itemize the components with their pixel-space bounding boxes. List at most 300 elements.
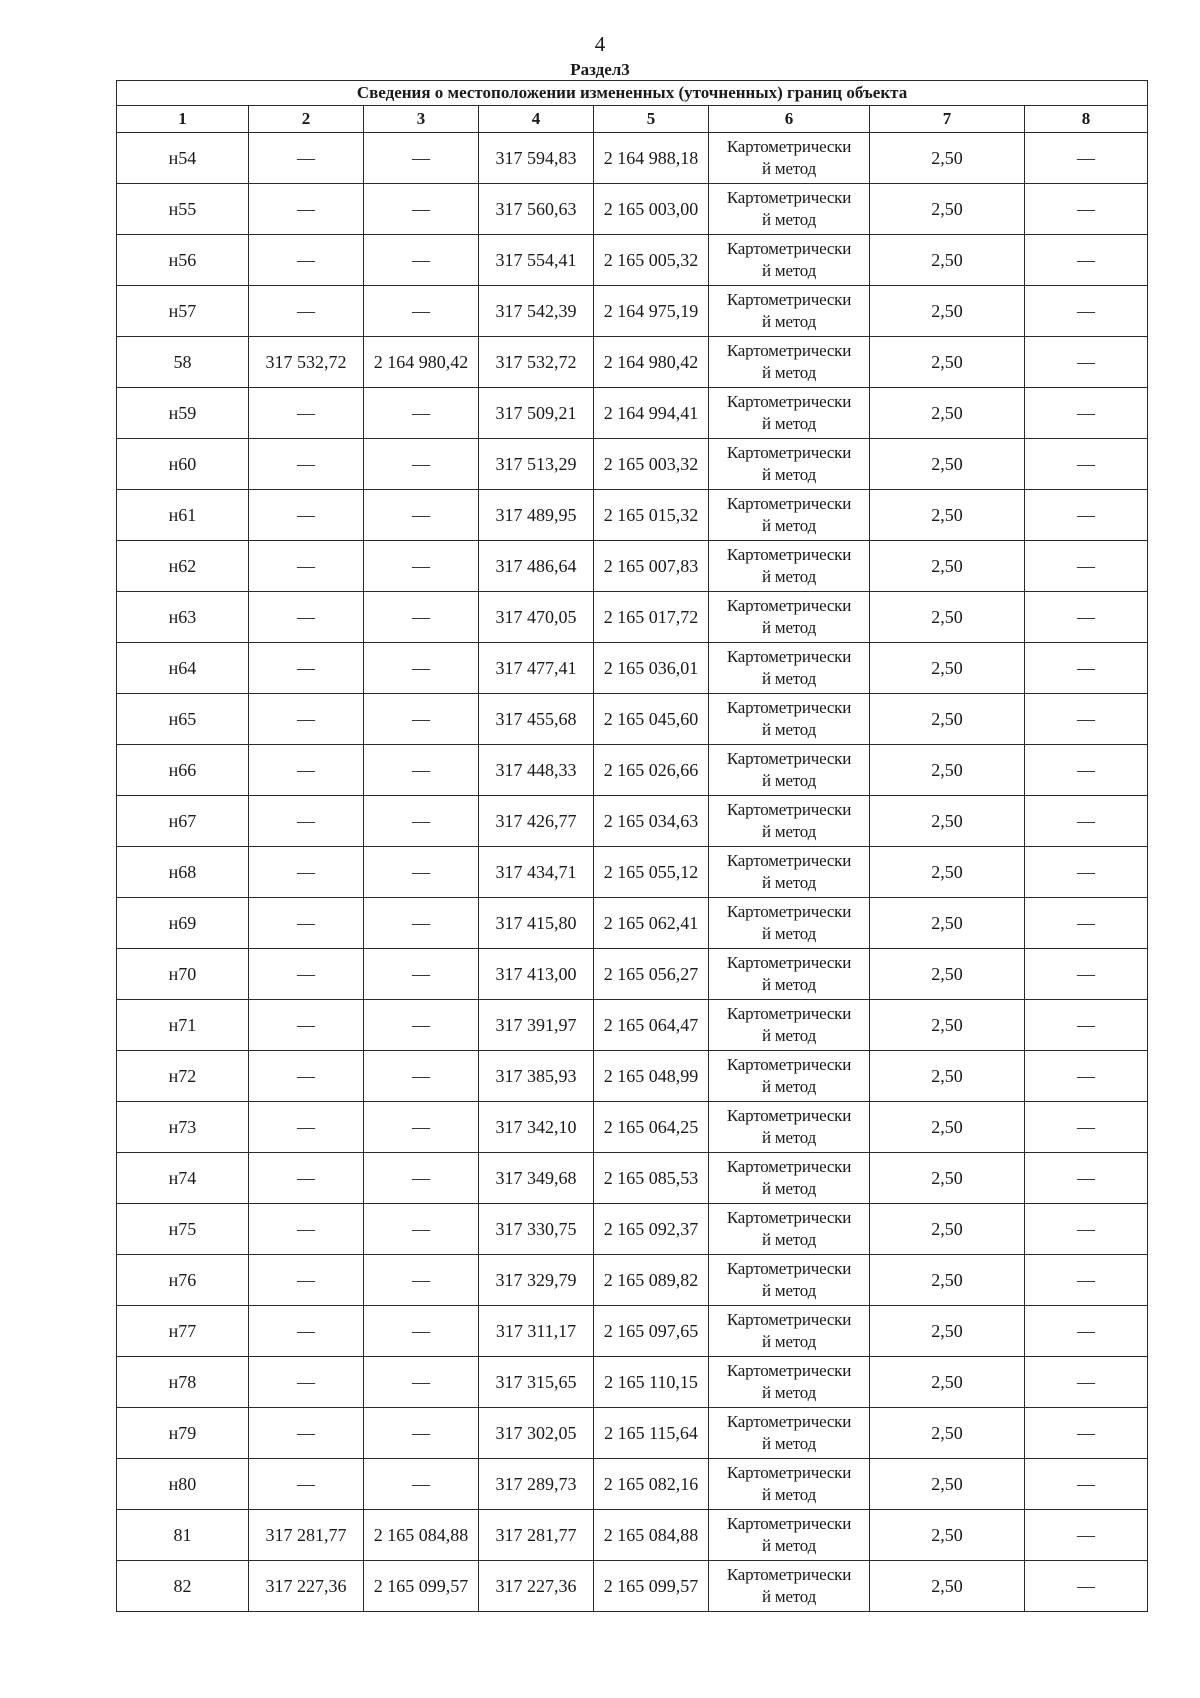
description-cell: —	[1025, 745, 1148, 796]
table-row	[117, 898, 1148, 949]
new-y-cell: 2 165 007,83	[594, 541, 709, 592]
method-line-1: Картометрически	[726, 1310, 852, 1329]
description-cell: —	[1025, 1000, 1148, 1051]
accuracy-cell: 2,50	[870, 1459, 1025, 1510]
new-x-cell: 317 477,41	[479, 643, 594, 694]
method-line-2: й метод	[761, 1332, 817, 1351]
method-line-1: Картометрически	[726, 953, 852, 972]
method-line-1: Картометрически	[726, 647, 852, 666]
new-y-cell: 2 164 994,41	[594, 388, 709, 439]
new-x-cell: 317 489,95	[479, 490, 594, 541]
old-y-cell: —	[364, 1408, 479, 1459]
table-row	[117, 1408, 1148, 1459]
description-cell: —	[1025, 337, 1148, 388]
point-id-cell: н66	[117, 745, 249, 796]
new-x-cell: 317 391,97	[479, 1000, 594, 1051]
method-cell	[709, 133, 870, 184]
point-id-cell: н78	[117, 1357, 249, 1408]
new-y-cell: 2 165 064,25	[594, 1102, 709, 1153]
new-y-cell: 2 165 085,53	[594, 1153, 709, 1204]
method-line-2: й метод	[761, 261, 817, 280]
accuracy-cell: 2,50	[870, 592, 1025, 643]
accuracy-cell: 2,50	[870, 490, 1025, 541]
point-id-cell: н74	[117, 1153, 249, 1204]
old-x-cell: —	[249, 949, 364, 1000]
new-x-cell: 317 227,36	[479, 1561, 594, 1612]
point-id-cell: н63	[117, 592, 249, 643]
new-y-cell: 2 165 084,88	[594, 1510, 709, 1561]
point-id-cell: н57	[117, 286, 249, 337]
method-line-1: Картометрически	[726, 1004, 852, 1023]
point-id-cell: н68	[117, 847, 249, 898]
method-cell	[709, 286, 870, 337]
table-caption: Сведения о местоположении измененных (уточненных) границ объекта	[117, 81, 1148, 106]
table-row	[117, 541, 1148, 592]
old-x-cell: —	[249, 592, 364, 643]
description-cell: —	[1025, 388, 1148, 439]
old-x-cell: —	[249, 439, 364, 490]
point-id-cell: н73	[117, 1102, 249, 1153]
table-row	[117, 439, 1148, 490]
table-row	[117, 490, 1148, 541]
method-cell	[709, 847, 870, 898]
method-cell	[709, 1357, 870, 1408]
old-y-cell: —	[364, 286, 479, 337]
accuracy-cell: 2,50	[870, 796, 1025, 847]
point-id-cell: н60	[117, 439, 249, 490]
old-x-cell: —	[249, 1051, 364, 1102]
old-x-cell: 317 227,36	[249, 1561, 364, 1612]
column-number: 5	[594, 106, 709, 133]
method-line-2: й метод	[761, 1383, 817, 1402]
description-cell: —	[1025, 1051, 1148, 1102]
new-y-cell: 2 165 003,32	[594, 439, 709, 490]
new-y-cell: 2 165 062,41	[594, 898, 709, 949]
accuracy-cell: 2,50	[870, 1204, 1025, 1255]
method-line-1: Картометрически	[726, 851, 852, 870]
column-number: 6	[709, 106, 870, 133]
table-row	[117, 745, 1148, 796]
accuracy-cell: 2,50	[870, 949, 1025, 1000]
method-line-2: й метод	[761, 210, 817, 229]
description-cell: —	[1025, 184, 1148, 235]
new-y-cell: 2 165 110,15	[594, 1357, 709, 1408]
description-cell: —	[1025, 1204, 1148, 1255]
old-y-cell: —	[364, 439, 479, 490]
method-cell	[709, 439, 870, 490]
new-x-cell: 317 554,41	[479, 235, 594, 286]
method-line-2: й метод	[761, 363, 817, 382]
point-id-cell: н54	[117, 133, 249, 184]
table-row	[117, 643, 1148, 694]
old-x-cell: —	[249, 286, 364, 337]
accuracy-cell: 2,50	[870, 1357, 1025, 1408]
new-x-cell: 317 385,93	[479, 1051, 594, 1102]
old-x-cell: —	[249, 388, 364, 439]
page-number: 4	[594, 32, 606, 56]
method-cell	[709, 1561, 870, 1612]
new-x-cell: 317 349,68	[479, 1153, 594, 1204]
new-y-cell: 2 165 097,65	[594, 1306, 709, 1357]
description-cell: —	[1025, 898, 1148, 949]
point-id-cell: н61	[117, 490, 249, 541]
table-row	[117, 1306, 1148, 1357]
old-y-cell: —	[364, 1459, 479, 1510]
point-id-cell: н72	[117, 1051, 249, 1102]
old-y-cell: —	[364, 1306, 479, 1357]
table-row	[117, 184, 1148, 235]
accuracy-cell: 2,50	[870, 1102, 1025, 1153]
method-cell	[709, 1051, 870, 1102]
method-cell	[709, 592, 870, 643]
description-cell: —	[1025, 439, 1148, 490]
method-line-2: й метод	[761, 414, 817, 433]
column-number: 3	[364, 106, 479, 133]
method-line-1: Картометрически	[726, 749, 852, 768]
new-y-cell: 2 165 064,47	[594, 1000, 709, 1051]
table-row	[117, 286, 1148, 337]
method-cell	[709, 1102, 870, 1153]
description-cell: —	[1025, 490, 1148, 541]
new-y-cell: 2 165 026,66	[594, 745, 709, 796]
point-id-cell: н69	[117, 898, 249, 949]
old-y-cell: —	[364, 1051, 479, 1102]
method-cell	[709, 694, 870, 745]
table-row	[117, 1255, 1148, 1306]
method-line-2: й метод	[761, 1179, 817, 1198]
new-x-cell: 317 415,80	[479, 898, 594, 949]
method-cell	[709, 235, 870, 286]
new-x-cell: 317 448,33	[479, 745, 594, 796]
method-cell	[709, 1306, 870, 1357]
method-cell	[709, 745, 870, 796]
method-line-2: й метод	[761, 465, 817, 484]
table-row	[117, 1051, 1148, 1102]
description-cell: —	[1025, 694, 1148, 745]
description-cell: —	[1025, 643, 1148, 694]
description-cell: —	[1025, 949, 1148, 1000]
table-row	[117, 796, 1148, 847]
old-y-cell: —	[364, 898, 479, 949]
description-cell: —	[1025, 1561, 1148, 1612]
old-y-cell: —	[364, 1102, 479, 1153]
old-y-cell: —	[364, 1357, 479, 1408]
method-line-1: Картометрически	[726, 1208, 852, 1227]
method-line-2: й метод	[761, 1281, 817, 1300]
table-row	[117, 694, 1148, 745]
point-id-cell: н62	[117, 541, 249, 592]
new-x-cell: 317 330,75	[479, 1204, 594, 1255]
new-x-cell: 317 426,77	[479, 796, 594, 847]
point-id-cell: н64	[117, 643, 249, 694]
description-cell: —	[1025, 235, 1148, 286]
point-id-cell: н79	[117, 1408, 249, 1459]
old-y-cell: —	[364, 133, 479, 184]
accuracy-cell: 2,50	[870, 694, 1025, 745]
old-y-cell: —	[364, 745, 479, 796]
new-x-cell: 317 315,65	[479, 1357, 594, 1408]
accuracy-cell: 2,50	[870, 745, 1025, 796]
old-y-cell: —	[364, 1153, 479, 1204]
point-id-cell: н65	[117, 694, 249, 745]
column-number: 8	[1025, 106, 1148, 133]
method-line-2: й метод	[761, 618, 817, 637]
new-y-cell: 2 165 089,82	[594, 1255, 709, 1306]
point-id-cell: н71	[117, 1000, 249, 1051]
new-x-cell: 317 455,68	[479, 694, 594, 745]
description-cell: —	[1025, 1408, 1148, 1459]
method-line-2: й метод	[761, 567, 817, 586]
new-x-cell: 317 413,00	[479, 949, 594, 1000]
method-cell	[709, 949, 870, 1000]
point-id-cell: н75	[117, 1204, 249, 1255]
old-x-cell: —	[249, 184, 364, 235]
old-y-cell: 2 165 084,88	[364, 1510, 479, 1561]
new-y-cell: 2 165 045,60	[594, 694, 709, 745]
old-x-cell: —	[249, 541, 364, 592]
new-y-cell: 2 164 975,19	[594, 286, 709, 337]
method-line-2: й метод	[761, 720, 817, 739]
column-number-row	[117, 106, 1148, 133]
method-line-1: Картометрически	[726, 341, 852, 360]
old-y-cell: 2 164 980,42	[364, 337, 479, 388]
new-y-cell: 2 165 017,72	[594, 592, 709, 643]
old-x-cell: —	[249, 1153, 364, 1204]
new-y-cell: 2 165 005,32	[594, 235, 709, 286]
old-x-cell: —	[249, 796, 364, 847]
method-cell	[709, 898, 870, 949]
description-cell: —	[1025, 541, 1148, 592]
table-row	[117, 1153, 1148, 1204]
table-row	[117, 235, 1148, 286]
old-x-cell: —	[249, 235, 364, 286]
description-cell: —	[1025, 1153, 1148, 1204]
old-y-cell: —	[364, 235, 479, 286]
old-x-cell: —	[249, 898, 364, 949]
accuracy-cell: 2,50	[870, 1255, 1025, 1306]
method-line-2: й метод	[761, 312, 817, 331]
accuracy-cell: 2,50	[870, 286, 1025, 337]
method-line-2: й метод	[761, 1128, 817, 1147]
table-row	[117, 1561, 1148, 1612]
column-number: 2	[249, 106, 364, 133]
new-x-cell: 317 281,77	[479, 1510, 594, 1561]
old-y-cell: —	[364, 694, 479, 745]
method-line-1: Картометрически	[726, 1412, 852, 1431]
accuracy-cell: 2,50	[870, 337, 1025, 388]
table-row	[117, 1510, 1148, 1561]
method-line-2: й метод	[761, 1026, 817, 1045]
accuracy-cell: 2,50	[870, 541, 1025, 592]
old-y-cell: —	[364, 388, 479, 439]
accuracy-cell: 2,50	[870, 235, 1025, 286]
accuracy-cell: 2,50	[870, 1561, 1025, 1612]
accuracy-cell: 2,50	[870, 1306, 1025, 1357]
accuracy-cell: 2,50	[870, 1000, 1025, 1051]
table-row	[117, 1102, 1148, 1153]
new-y-cell: 2 165 082,16	[594, 1459, 709, 1510]
accuracy-cell: 2,50	[870, 133, 1025, 184]
description-cell: —	[1025, 286, 1148, 337]
old-x-cell: —	[249, 133, 364, 184]
method-line-2: й метод	[761, 1434, 817, 1453]
point-id-cell: н56	[117, 235, 249, 286]
method-line-1: Картометрически	[726, 1055, 852, 1074]
description-cell: —	[1025, 1102, 1148, 1153]
old-x-cell: —	[249, 1306, 364, 1357]
old-x-cell: —	[249, 694, 364, 745]
accuracy-cell: 2,50	[870, 184, 1025, 235]
method-line-1: Картометрически	[726, 1361, 852, 1380]
new-x-cell: 317 532,72	[479, 337, 594, 388]
table-row	[117, 337, 1148, 388]
method-cell	[709, 1153, 870, 1204]
new-y-cell: 2 164 988,18	[594, 133, 709, 184]
description-cell: —	[1025, 1306, 1148, 1357]
method-line-1: Картометрически	[726, 1157, 852, 1176]
method-cell	[709, 643, 870, 694]
old-y-cell: 2 165 099,57	[364, 1561, 479, 1612]
old-x-cell: —	[249, 1408, 364, 1459]
method-cell	[709, 490, 870, 541]
accuracy-cell: 2,50	[870, 1408, 1025, 1459]
new-y-cell: 2 165 015,32	[594, 490, 709, 541]
method-line-2: й метод	[761, 1077, 817, 1096]
new-x-cell: 317 470,05	[479, 592, 594, 643]
description-cell: —	[1025, 1459, 1148, 1510]
point-id-cell: н80	[117, 1459, 249, 1510]
accuracy-cell: 2,50	[870, 847, 1025, 898]
method-line-2: й метод	[761, 516, 817, 535]
description-cell: —	[1025, 592, 1148, 643]
new-y-cell: 2 164 980,42	[594, 337, 709, 388]
method-line-2: й метод	[761, 159, 817, 178]
method-cell	[709, 388, 870, 439]
old-x-cell: —	[249, 1204, 364, 1255]
method-line-2: й метод	[761, 822, 817, 841]
description-cell: —	[1025, 1357, 1148, 1408]
description-cell: —	[1025, 796, 1148, 847]
method-cell	[709, 184, 870, 235]
new-y-cell: 2 165 055,12	[594, 847, 709, 898]
point-id-cell: н77	[117, 1306, 249, 1357]
old-x-cell: —	[249, 1357, 364, 1408]
old-y-cell: —	[364, 490, 479, 541]
method-line-2: й метод	[761, 669, 817, 688]
method-line-1: Картометрически	[726, 1463, 852, 1482]
old-x-cell: —	[249, 1459, 364, 1510]
point-id-cell: н76	[117, 1255, 249, 1306]
new-x-cell: 317 594,83	[479, 133, 594, 184]
old-y-cell: —	[364, 1000, 479, 1051]
new-x-cell: 317 542,39	[479, 286, 594, 337]
method-line-1: Картометрически	[726, 545, 852, 564]
column-number: 4	[479, 106, 594, 133]
old-x-cell: 317 532,72	[249, 337, 364, 388]
table-row	[117, 1000, 1148, 1051]
method-line-1: Картометрически	[726, 494, 852, 513]
method-line-1: Картометрически	[726, 137, 852, 156]
new-y-cell: 2 165 056,27	[594, 949, 709, 1000]
method-line-2: й метод	[761, 975, 817, 994]
method-line-1: Картометрически	[726, 188, 852, 207]
table-row	[117, 388, 1148, 439]
old-x-cell: —	[249, 490, 364, 541]
method-cell	[709, 796, 870, 847]
method-line-1: Картометрически	[726, 443, 852, 462]
accuracy-cell: 2,50	[870, 388, 1025, 439]
table-row	[117, 1204, 1148, 1255]
new-x-cell: 317 513,29	[479, 439, 594, 490]
table-row	[117, 592, 1148, 643]
table-body	[117, 133, 1148, 1612]
table-row	[117, 1357, 1148, 1408]
section-title: Раздел3	[570, 60, 630, 79]
method-line-1: Картометрически	[726, 392, 852, 411]
old-y-cell: —	[364, 1255, 479, 1306]
method-line-1: Картометрически	[726, 1106, 852, 1125]
new-y-cell: 2 165 092,37	[594, 1204, 709, 1255]
new-x-cell: 317 329,79	[479, 1255, 594, 1306]
point-id-cell: 81	[117, 1510, 249, 1561]
old-x-cell: —	[249, 745, 364, 796]
boundary-table	[116, 80, 1148, 1612]
table-row	[117, 949, 1148, 1000]
method-line-2: й метод	[761, 924, 817, 943]
accuracy-cell: 2,50	[870, 439, 1025, 490]
method-line-1: Картометрически	[726, 902, 852, 921]
method-line-2: й метод	[761, 771, 817, 790]
method-cell	[709, 1408, 870, 1459]
method-line-1: Картометрически	[726, 1565, 852, 1584]
method-cell	[709, 1255, 870, 1306]
old-y-cell: —	[364, 1204, 479, 1255]
point-id-cell: н55	[117, 184, 249, 235]
old-x-cell: —	[249, 847, 364, 898]
method-line-1: Картометрически	[726, 800, 852, 819]
table-row	[117, 133, 1148, 184]
old-y-cell: —	[364, 643, 479, 694]
new-x-cell: 317 509,21	[479, 388, 594, 439]
accuracy-cell: 2,50	[870, 643, 1025, 694]
point-id-cell: 58	[117, 337, 249, 388]
old-x-cell: —	[249, 643, 364, 694]
column-number: 1	[117, 106, 249, 133]
accuracy-cell: 2,50	[870, 1153, 1025, 1204]
method-cell	[709, 541, 870, 592]
old-x-cell: —	[249, 1102, 364, 1153]
method-line-1: Картометрически	[726, 1514, 852, 1533]
method-line-1: Картометрически	[726, 290, 852, 309]
description-cell: —	[1025, 133, 1148, 184]
method-cell	[709, 1000, 870, 1051]
new-x-cell: 317 342,10	[479, 1102, 594, 1153]
method-line-2: й метод	[761, 1485, 817, 1504]
accuracy-cell: 2,50	[870, 1510, 1025, 1561]
old-y-cell: —	[364, 541, 479, 592]
new-y-cell: 2 165 115,64	[594, 1408, 709, 1459]
old-y-cell: —	[364, 949, 479, 1000]
old-y-cell: —	[364, 847, 479, 898]
new-x-cell: 317 311,17	[479, 1306, 594, 1357]
point-id-cell: н59	[117, 388, 249, 439]
description-cell: —	[1025, 847, 1148, 898]
description-cell: —	[1025, 1255, 1148, 1306]
old-y-cell: —	[364, 796, 479, 847]
table-row	[117, 1459, 1148, 1510]
method-line-1: Картометрически	[726, 239, 852, 258]
method-cell	[709, 337, 870, 388]
